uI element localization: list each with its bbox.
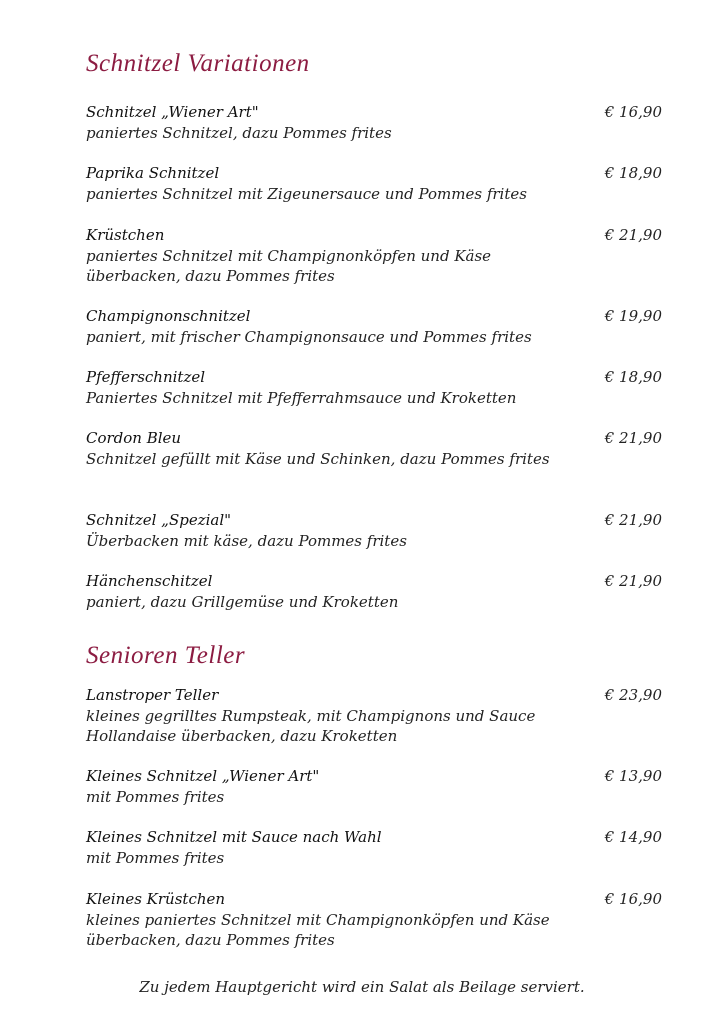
section-title-schnitzel: Schnitzel Variationen (86, 50, 310, 77)
item-desc: paniert, mit frischer Champignonsauce und Pommes frites (86, 327, 532, 346)
item-price: € 19,90 (604, 307, 662, 325)
menu-item (86, 225, 666, 287)
item-name: Champignonschnitzel (86, 307, 251, 325)
menu-item (86, 102, 666, 143)
section-title-senioren: Senioren Teller (86, 642, 246, 669)
item-price: € 23,90 (604, 686, 662, 704)
item-desc: kleines paniertes Schnitzel mit Champignonköpfen und Käse überbacken, dazu Pommes frites (86, 910, 550, 949)
menu-item (86, 510, 666, 551)
item-name: Pfefferschnitzel (86, 368, 206, 386)
item-name: Schnitzel „Wiener Art" (86, 103, 259, 121)
menu-item (86, 367, 666, 408)
item-price: € 18,90 (604, 368, 662, 386)
item-name: Hänchenschitzel (86, 572, 213, 590)
item-price: € 21,90 (604, 226, 662, 244)
item-desc: paniertes Schnitzel mit Zigeunersauce und Pommes frites (86, 184, 527, 203)
item-desc: Schnitzel gefüllt mit Käse und Schinken, dazu Pommes frites (86, 449, 550, 468)
menu-item (86, 571, 666, 612)
item-price: € 14,90 (604, 828, 662, 846)
item-price: € 16,90 (604, 103, 662, 121)
item-desc: paniertes Schnitzel mit Champignonköpfen und Käse überbacken, dazu Pommes frites (86, 246, 492, 285)
item-name: Kleines Schnitzel „Wiener Art" (86, 767, 320, 785)
item-price: € 16,90 (604, 890, 662, 908)
item-name: Paprika Schnitzel (86, 164, 220, 182)
menu-item (86, 889, 666, 951)
item-name: Cordon Bleu (86, 429, 182, 447)
item-desc: paniertes Schnitzel, dazu Pommes frites (86, 123, 392, 142)
item-price: € 13,90 (604, 767, 662, 785)
item-desc: kleines gegrilltes Rumpsteak, mit Champignons und Sauce Hollandaise überbacken, dazu Kroketten (86, 706, 536, 745)
item-desc: paniert, dazu Grillgemüse und Kroketten (86, 592, 399, 611)
item-desc: mit Pommes frites (86, 787, 225, 806)
item-name: Kleines Schnitzel mit Sauce nach Wahl (86, 828, 382, 846)
item-name: Kleines Krüstchen (86, 890, 226, 908)
item-name: Schnitzel „Spezial" (86, 511, 232, 529)
item-name: Lanstroper Teller (86, 686, 219, 704)
item-name: Krüstchen (86, 226, 165, 244)
menu-item (86, 306, 666, 347)
item-price: € 21,90 (604, 511, 662, 529)
item-price: € 21,90 (604, 572, 662, 590)
footer-note: Zu jedem Hauptgericht wird ein Salat als Beilage serviert. (139, 978, 585, 996)
item-price: € 18,90 (604, 164, 662, 182)
item-desc: Paniertes Schnitzel mit Pfefferrahmsauce und Kroketten (86, 388, 517, 407)
menu-item (86, 163, 666, 204)
item-price: € 21,90 (604, 429, 662, 447)
menu-item (86, 766, 666, 807)
menu-item (86, 827, 666, 868)
item-desc: mit Pommes frites (86, 848, 225, 867)
item-desc: Überbacken mit käse, dazu Pommes frites (86, 531, 407, 550)
menu-item (86, 428, 666, 469)
menu-item (86, 685, 666, 747)
